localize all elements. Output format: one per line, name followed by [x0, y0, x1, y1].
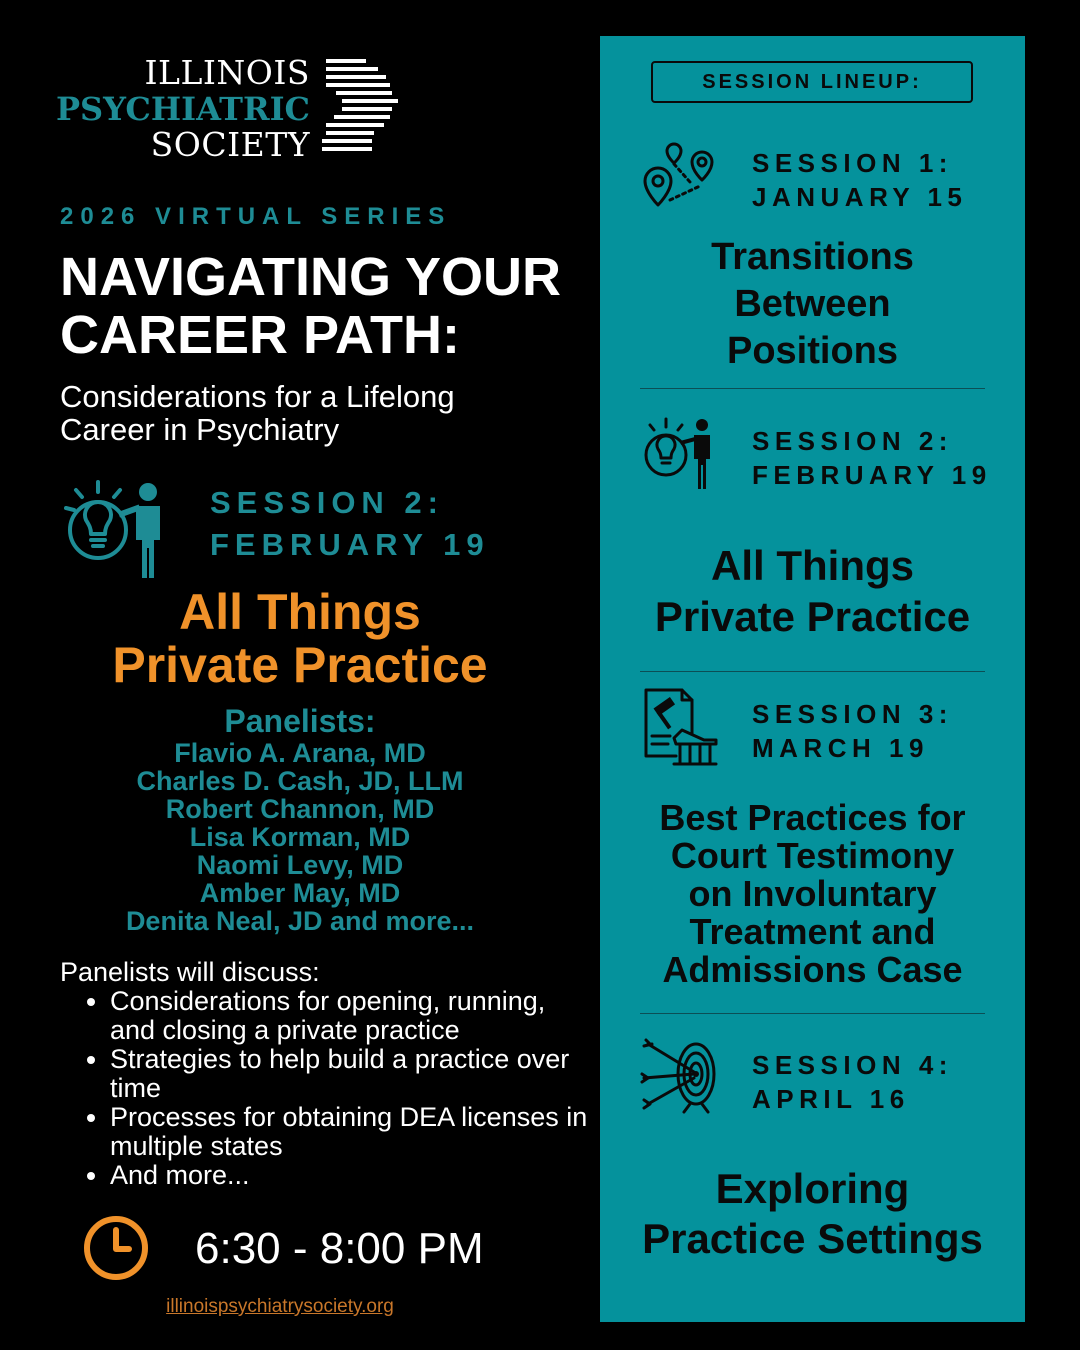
clock-icon	[82, 1214, 150, 1282]
subtitle	[60, 380, 580, 446]
session-divider	[640, 388, 985, 389]
session-3-topic-line: Treatment and	[689, 911, 936, 952]
session-3-topic-line: Court Testimony	[670, 835, 955, 876]
session-3-topic-line: Admissions Case	[662, 949, 963, 990]
series-label: 2026 VIRTUAL SERIES	[60, 203, 452, 230]
featured-session-heading	[210, 482, 490, 566]
session-lineup-heading: SESSION LINEUP:	[651, 61, 973, 103]
session-4-label: SESSION 4:	[752, 1050, 953, 1080]
session-1-topic	[620, 234, 1005, 375]
panelists-block	[40, 703, 560, 935]
session-4-topic-line: Practice Settings	[642, 1215, 983, 1262]
session-divider	[640, 671, 985, 672]
logo-line-psychiatric: PSYCHIATRIC	[55, 90, 310, 128]
panelist-item: Naomi Levy, MD	[196, 850, 404, 880]
session-1-date: JANUARY 15	[752, 182, 968, 212]
session-2-label: SESSION 2:	[752, 426, 953, 456]
session-4-topic-line: Exploring	[715, 1165, 910, 1212]
session-2-topic-line: All Things	[711, 542, 914, 589]
org-logo	[55, 53, 400, 165]
discussion-block	[60, 957, 590, 1190]
session-4-topic	[620, 1164, 1005, 1264]
gavel-courthouse-icon	[640, 686, 720, 770]
discussion-list	[60, 987, 590, 1190]
map-pins-icon	[640, 138, 720, 218]
session-3-topic-line: on Involuntary	[688, 873, 937, 914]
main-title-line1: NAVIGATING YOUR	[60, 247, 562, 307]
session-2-date: FEBRUARY 19	[752, 460, 992, 490]
idea-gear-person-icon	[640, 411, 720, 493]
panelist-item: Charles D. Cash, JD, LLM	[136, 766, 464, 796]
featured-session-label: SESSION 2:	[210, 485, 444, 520]
session-3-topic-line: Best Practices for	[659, 797, 966, 838]
discussion-item: • Processes for obtaining DEA licenses in multiple states	[110, 1103, 590, 1161]
panelist-item: Robert Channon, MD	[165, 794, 435, 824]
featured-topic-line2: Private Practice	[112, 637, 488, 693]
website-link[interactable]: illinoispsychiatrysociety.org	[166, 1296, 394, 1317]
main-title-line2: CAREER PATH:	[60, 305, 460, 365]
main-title	[60, 248, 600, 364]
session-3-topic	[620, 799, 1005, 989]
discussion-item: • Considerations for opening, running, and closing a private practice	[110, 987, 590, 1045]
target-arrows-icon	[640, 1034, 720, 1114]
panelists-heading: Panelists:	[224, 703, 376, 739]
session-lineup-panel	[600, 36, 1025, 1322]
session-2-topic	[620, 540, 1005, 642]
session-divider	[640, 1013, 985, 1014]
featured-topic	[40, 586, 560, 692]
logo-line-society: SOCIETY	[150, 125, 310, 164]
session-3-label: SESSION 3:	[752, 699, 953, 729]
session-2-topic-line: Private Practice	[654, 593, 971, 640]
panelist-item: Denita Neal, JD and more...	[125, 906, 475, 936]
session-1-topic-line: Transitions	[711, 236, 914, 278]
session-1-label: SESSION 1:	[752, 148, 953, 178]
featured-session-date: FEBRUARY 19	[210, 527, 490, 562]
panelists-list	[40, 739, 560, 935]
session-3-date: MARCH 19	[752, 733, 929, 763]
discussion-item: • Strategies to help build a practice over time	[110, 1045, 590, 1103]
discussion-item: • And more...	[110, 1161, 590, 1190]
subtitle-line1: Considerations for a Lifelong	[60, 379, 455, 414]
panelist-item: Lisa Korman, MD	[189, 822, 411, 852]
panelist-item: Amber May, MD	[199, 878, 401, 908]
session-1-topic-line: Positions	[726, 330, 899, 372]
featured-topic-line1: All Things	[179, 584, 421, 640]
head-profile-logo-icon	[322, 57, 398, 157]
logo-line-illinois: ILLINOIS	[144, 53, 310, 92]
subtitle-line2: Career in Psychiatry	[60, 412, 340, 447]
idea-gear-person-icon	[60, 468, 175, 580]
discussion-heading: Panelists will discuss:	[60, 957, 320, 987]
session-1-topic-line: Between	[734, 283, 891, 325]
panelist-item: Flavio A. Arana, MD	[174, 738, 426, 768]
session-4-date: APRIL 16	[752, 1084, 910, 1114]
session-time: 6:30 - 8:00 PM	[195, 1224, 484, 1273]
